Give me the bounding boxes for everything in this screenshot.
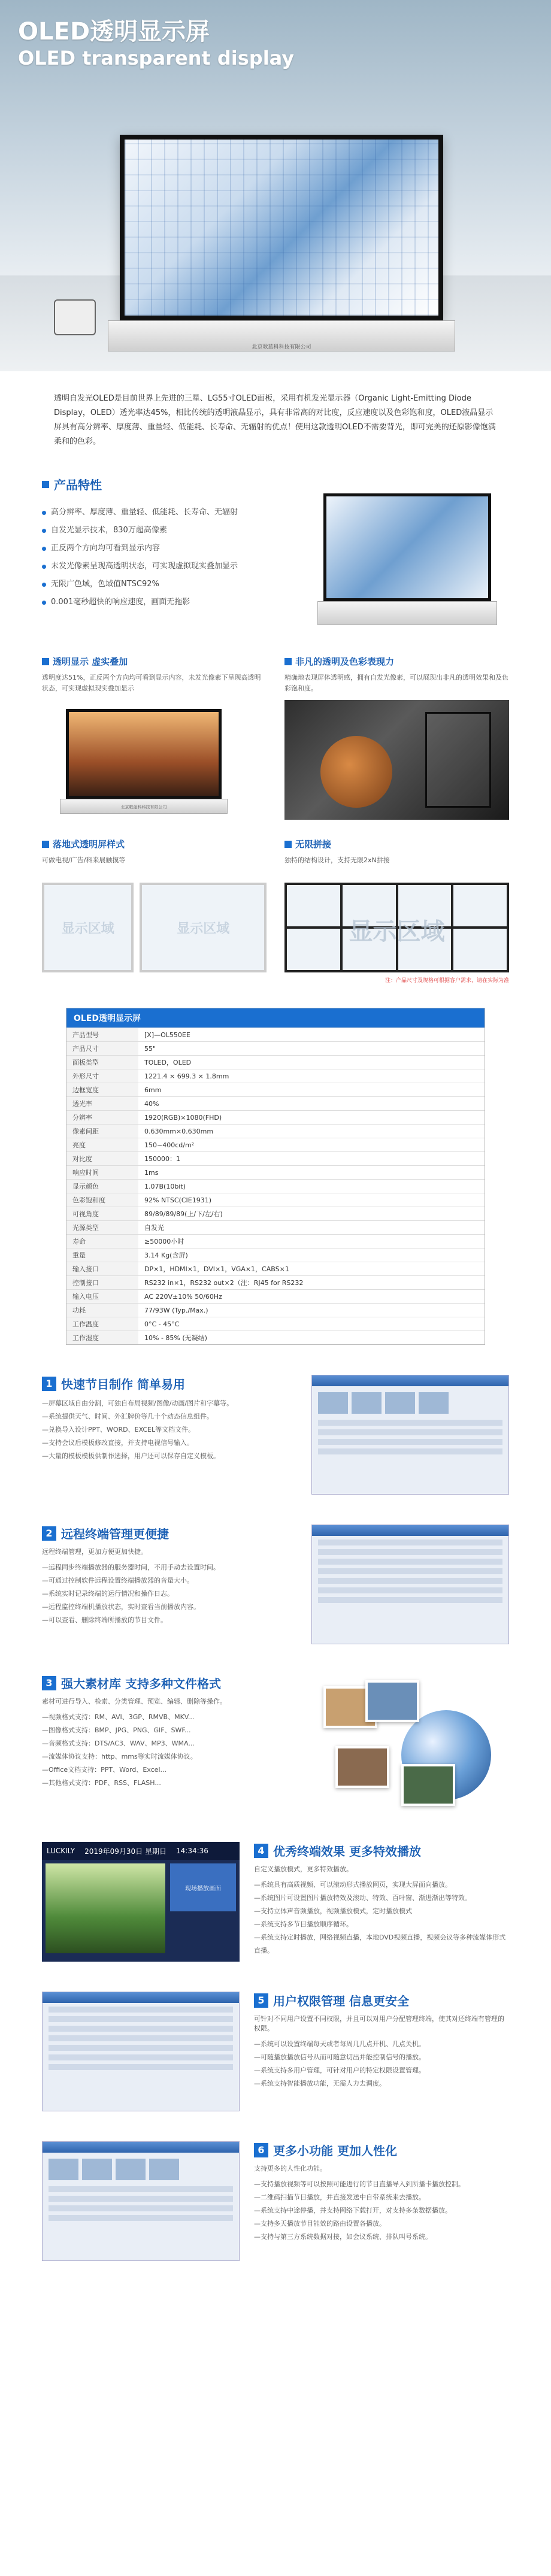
list-item: 正反两个方向均可看到显示内容 [42, 540, 299, 557]
spec-key: 输入接口 [66, 1262, 138, 1276]
spec-table [66, 1008, 485, 1345]
software-section-3 [0, 1650, 551, 1818]
list-item: 自发光显示技术，830万超高像素 [42, 522, 299, 540]
list-item: —音频格式支持：DTS/AC3、WAV、MP3、WMA... [42, 1739, 195, 1747]
block-title: 透明显示 虚实叠加 [53, 656, 128, 667]
software-screenshot [42, 2141, 240, 2261]
list-item: —系统支持中途停播，并支持网络下载打开，对支持多条数据播放。 [254, 2207, 452, 2214]
list-item: —支持会议后模板修改直接，并支持电视信号输入。 [42, 1439, 193, 1447]
list-item: —系统具有高质视频、可以滚动形式播放网页，实现大屏面向播放。 [254, 1881, 452, 1889]
spec-value: 77/93W (Typ./Max.) [138, 1304, 485, 1317]
list-item: 高分辨率、厚度薄、重量轻、低能耗、长寿命、无辐射 [42, 504, 299, 522]
section-title: 远程终端管理更便捷 [61, 1527, 169, 1541]
list-item: 0.001毫秒超快的响应速度，画面无拖影 [42, 593, 299, 611]
hero-title-en: OLED transparent display [18, 47, 295, 69]
block-title: 无限拼接 [295, 839, 332, 850]
display-area: 显示区域 [140, 883, 267, 972]
monitor-canyon-image [42, 700, 267, 820]
spec-title: OLED透明显示屏 [66, 1008, 485, 1028]
spec-row [66, 1235, 485, 1248]
hero-title-zh: OLED透明显示屏 [18, 18, 210, 46]
square-icon [42, 481, 49, 488]
section-title: 优秀终端效果 更多特效播放 [273, 1844, 421, 1859]
monitor-base [108, 320, 455, 351]
spec-row [66, 1290, 485, 1304]
splicing-image [284, 883, 509, 972]
list-item: —视频格式支持：RM、AVI、3GP、RMVB、MKV... [42, 1713, 195, 1721]
spec-value: 55" [138, 1042, 485, 1056]
list-item: —兑换导入设计PPT、WORD、EXCEL等文档文件。 [42, 1426, 195, 1434]
floor-standing-block [42, 838, 267, 984]
list-item: —系统支持多用户管理，可针对用户的特定权限设置管理。 [254, 2066, 425, 2074]
bullet-icon [42, 547, 46, 551]
spec-key: 响应时间 [66, 1166, 138, 1180]
footnote: 注：产品尺寸及规格可根据客户需求，请在实际为准 [385, 978, 509, 984]
bullet-icon [42, 565, 46, 569]
spec-key: 色彩饱和度 [66, 1193, 138, 1207]
bullet-icon [42, 601, 46, 605]
spec-value: 0.630mm×0.630mm [138, 1125, 485, 1138]
software-section-6 [0, 2117, 551, 2279]
installation-section [0, 826, 551, 990]
square-icon [42, 658, 49, 665]
spec-row [66, 1276, 485, 1290]
bullet-icon [42, 583, 46, 587]
square-icon [42, 841, 49, 848]
section-number: 3 [42, 1676, 56, 1690]
software-screenshot [311, 1525, 509, 1644]
spec-row [66, 1125, 485, 1138]
section-number: 6 [254, 2143, 268, 2157]
spec-value: 92% NTSC(CIE1931) [138, 1193, 485, 1207]
spec-value: DP×1，HDMI×1，DVI×1，VGA×1，CABS×1 [138, 1262, 485, 1276]
spec-row [66, 1152, 485, 1166]
spec-value: AC 220V±10% 50/60Hz [138, 1290, 485, 1304]
list-item: —系统支持定时播放，网络视频直播，本地DVD视频直播，视频会议等多种流媒体形式直播。 [254, 1933, 506, 1954]
spec-key: 光源类型 [66, 1221, 138, 1235]
spec-key: 对比度 [66, 1152, 138, 1166]
spec-value: 150000：1 [138, 1152, 485, 1166]
software-screenshot [42, 1992, 240, 2111]
base-label: 北京歌蓝科科技有限公司 [252, 344, 311, 350]
color-performance-block [284, 655, 509, 820]
section-desc: 素材可进行导入、检索、分类管理、预览、编辑、删除等操作。 [42, 1698, 226, 1705]
spec-value: 150~400cd/m² [138, 1138, 485, 1152]
list-item: —可随播放播放信号从而可随意切出并能控制信号的播放。 [254, 2053, 425, 2061]
features-section [0, 461, 551, 643]
intro-text: 透明自发光OLED是目前世界上先进的三星、LG55寸OLED面板，采用有机发光显示器（Organic Light-Emitting Diode Display，OLED）透光率达45%，相比传统的透明液晶显示，具有非常高的对比度，反应速度以及色彩饱和度，OLED液晶显示屏具有高分辨率、厚度薄、重量轻、低能耗、长寿命、无辐射的优点！使用这款透明OLED不需要背光，即可完美的还原影像饱满柔和的色彩。 [54, 394, 496, 446]
spec-key: 寿命 [66, 1235, 138, 1248]
block-text: 精确地表现屏体透明感，拥有自发光像素，可以展现出非凡的透明效果和及色彩饱和度。 [284, 674, 508, 692]
block-text: 透明度达51%，正反两个方向均可看到显示内容，未发光像素下呈现高透明状态，可实现虚拟现实叠加显示 [42, 674, 261, 692]
list-item: —流媒体协议支持：http、mms等实时流媒体协议。 [42, 1753, 197, 1760]
spec-row [66, 1166, 485, 1180]
spec-row [66, 1262, 485, 1276]
spec-key: 工作温度 [66, 1317, 138, 1331]
spec-value: 40% [138, 1097, 485, 1111]
block-text: 独特的结构设计，支持无限2xN拼接 [284, 856, 390, 864]
display-area-label: 显示区域 [349, 918, 445, 945]
list-item: —可通过控制软件远程设置终端播放器的音量大小。 [42, 1577, 193, 1584]
media-collage-image [311, 1674, 509, 1812]
signage-logo: LUCKILY [47, 1847, 75, 1855]
list-item: —支持多天播放节目能效的路由设置各播放。 [254, 2220, 386, 2228]
list-item: —系统支持智能播放功能，无需人力去调度。 [254, 2080, 386, 2087]
list-item: —系统提供天气、时间、外汇牌价等几十个动态信息组件。 [42, 1413, 213, 1420]
spec-row [66, 1056, 485, 1069]
section-title: 用户权限管理 信息更安全 [273, 1994, 409, 2008]
signage-screenshot [42, 1842, 240, 1962]
list-item: —系统可以设置终端每天或者每周几几点开机、几点关机。 [254, 2040, 425, 2048]
list-item: 无限广色域，色域值NTSC92% [42, 575, 299, 593]
list-item: —大量的模板模板供制作选择，用户还可以保存自定义模板。 [42, 1452, 220, 1460]
list-item: —二维码扫描节目播放，并直接发送中自带系统来去播放。 [254, 2193, 425, 2201]
spec-key: 外形尺寸 [66, 1069, 138, 1083]
spec-row [66, 1207, 485, 1221]
section-title: 快速节目制作 简单易用 [61, 1377, 185, 1392]
software-screenshot [311, 1375, 509, 1495]
list-item: —支持播放视频等可以按照可能进行的节目直播导入到所播卡播放控制。 [254, 2180, 465, 2188]
spec-key: 功耗 [66, 1304, 138, 1317]
spec-key: 分辨率 [66, 1111, 138, 1125]
square-icon [284, 841, 292, 848]
floor-standing-image [42, 883, 267, 972]
spec-key: 亮度 [66, 1138, 138, 1152]
list-item: —可以查看、删除终端所播放的节目文件。 [42, 1616, 167, 1624]
list-item: —屏幕区域自由分割，可独自布局视频/图像/动画/图片和字幕等。 [42, 1399, 234, 1407]
block-title: 非凡的透明及色彩表现力 [295, 656, 395, 667]
spec-row [66, 1221, 485, 1235]
spec-key: 显示颜色 [66, 1180, 138, 1193]
spec-key: 输入电压 [66, 1290, 138, 1304]
spec-value: ≥50000小时 [138, 1235, 485, 1248]
list-item: —Office文档支持：PPT、Word、Excel... [42, 1766, 166, 1774]
software-section-5 [0, 1968, 551, 2117]
section-desc: 自定义播放模式，更多特效播放。 [254, 1865, 353, 1873]
spec-row [66, 1304, 485, 1317]
list-item: —其他格式支持：PDF、RSS、FLASH... [42, 1779, 161, 1787]
spec-value: 1221.4 × 699.3 × 1.8mm [138, 1069, 485, 1083]
spec-value: 89/89/89/89(上/下/左/右) [138, 1207, 485, 1221]
signage-side-panel: 现场播放画面 [170, 1863, 236, 1911]
splicing-block [284, 838, 509, 984]
spec-value: 1ms [138, 1166, 485, 1180]
bullet-icon [42, 529, 46, 533]
spec-value: RS232 in×1，RS232 out×2（注：RJ45 for RS232 [138, 1276, 485, 1290]
section-number: 2 [42, 1526, 56, 1541]
list-item: 未发光像素呈现高透明状态，可实现虚拟现实叠加显示 [42, 557, 299, 575]
list-item: —支持立体声音频播放，视频播放模式，定时播放模式 [254, 1907, 412, 1915]
section-title: 强大素材库 支持多种文件格式 [61, 1677, 221, 1691]
square-icon [284, 658, 292, 665]
section-number: 1 [42, 1377, 56, 1391]
section-desc: 远程终端管理，更加方便更加快捷。 [42, 1548, 147, 1556]
spec-value: 1.07B(10bit) [138, 1180, 485, 1193]
spec-key: 像素间距 [66, 1125, 138, 1138]
spec-value: 1920(RGB)×1080(FHD) [138, 1111, 485, 1125]
hero-title [18, 18, 294, 69]
display-effects-section [0, 643, 551, 826]
display-area: 显示区域 [42, 883, 134, 972]
list-item: —图像格式支持：BMP、JPG、PNG、GIF、SWF... [42, 1726, 191, 1734]
features-title: 产品特性 [42, 475, 299, 493]
spec-row [66, 1317, 485, 1331]
spec-value: 10% - 85% (无凝结) [138, 1331, 485, 1345]
spec-value: 自发光 [138, 1221, 485, 1235]
section-desc: 可针对不同用户设置不同权限，并且可以对用户分配管理终端，使其对还终端有管理的权限。 [254, 2015, 504, 2032]
list-item: —系统图片可设置图片播放特效及滚动、特效、百叶窗、渐进渐出等特效。 [254, 1894, 471, 1902]
spec-key: 产品尺寸 [66, 1042, 138, 1056]
oled-monitor-image [120, 135, 443, 320]
section-title: 更多小功能 更加人性化 [273, 2144, 397, 2158]
spec-row [66, 1069, 485, 1083]
small-device-image [54, 299, 96, 335]
spec-row [66, 1138, 485, 1152]
spec-key: 产品型号 [66, 1028, 138, 1042]
spec-row [66, 1331, 485, 1345]
features-list [42, 504, 299, 611]
list-item: —远程同步终端播放器的服务器时间，不用手动去设置时间。 [42, 1563, 220, 1571]
spec-row [66, 1028, 485, 1042]
squirrel-image [284, 700, 509, 820]
spec-key: 工作湿度 [66, 1331, 138, 1345]
spec-row [66, 1083, 485, 1097]
spec-row [66, 1180, 485, 1193]
spec-key: 重量 [66, 1248, 138, 1262]
software-section-1 [0, 1351, 551, 1501]
section-number: 5 [254, 1993, 268, 2008]
spec-row [66, 1097, 485, 1111]
spec-row [66, 1193, 485, 1207]
list-item: —系统支持多节目播放顺序循环。 [254, 1920, 353, 1928]
list-item: —远程监控终端机播放状态，实时查看当前播放内容。 [42, 1603, 200, 1611]
block-text: 可做电视/广告/科来展触摸等 [42, 856, 126, 864]
list-item: —支持与第三方系统数据对接，如会议系统、排队叫号系统。 [254, 2233, 432, 2241]
spec-value: 0°C - 45°C [138, 1317, 485, 1331]
spec-key: 透光率 [66, 1097, 138, 1111]
spec-value: [X]—OL550EE [138, 1028, 485, 1042]
section-desc: 支持更多的人性化功能。 [254, 2165, 326, 2172]
spec-key: 控制接口 [66, 1276, 138, 1290]
signage-date: 2019年09月30日 星期日 [84, 1847, 166, 1856]
spec-value: 6mm [138, 1083, 485, 1097]
spec-value: 3.14 Kg(含屏) [138, 1248, 485, 1262]
spec-key: 面板类型 [66, 1056, 138, 1069]
section-number: 4 [254, 1844, 268, 1858]
spec-row [66, 1042, 485, 1056]
base-label: 北京歌蓝科科技有限公司 [120, 805, 167, 810]
spec-row [66, 1248, 485, 1262]
signage-time: 14:34:36 [176, 1847, 208, 1855]
spec-key: 可视角度 [66, 1207, 138, 1221]
software-section-4 [0, 1818, 551, 1968]
spec-row [66, 1111, 485, 1125]
transparent-display-block [42, 655, 267, 820]
spec-value: TOLED，OLED [138, 1056, 485, 1069]
features-product-image [311, 487, 509, 637]
block-title: 落地式透明屏样式 [53, 839, 125, 850]
list-item: —系统实时记录终端的运行情况和操作日志。 [42, 1590, 174, 1598]
software-section-2 [0, 1501, 551, 1650]
hero-banner [0, 0, 551, 371]
bullet-icon [42, 511, 46, 515]
spec-key: 边框宽度 [66, 1083, 138, 1097]
